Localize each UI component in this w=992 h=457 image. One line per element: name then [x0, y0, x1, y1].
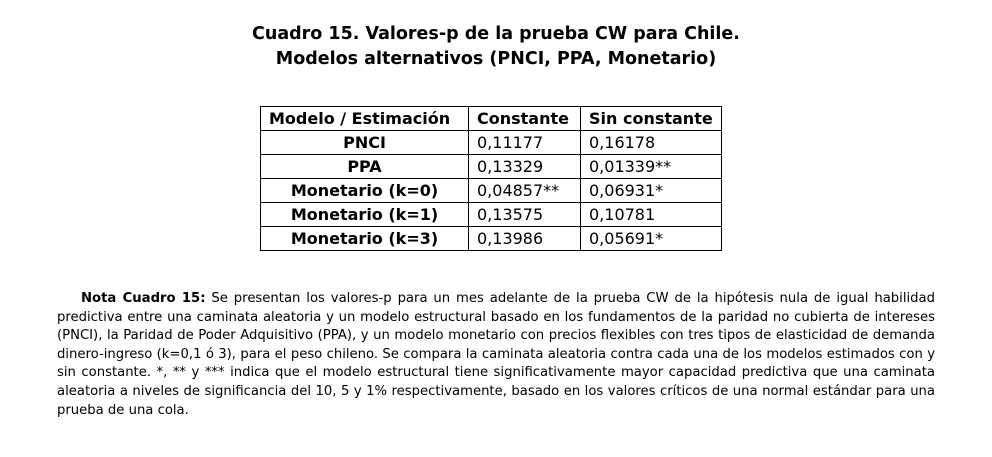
table-row	[261, 179, 722, 203]
table-title	[0, 22, 992, 72]
row-sin-constante: 0,16178	[581, 131, 722, 155]
note-label: Nota Cuadro 15:	[81, 291, 206, 306]
row-constante: 0,13575	[469, 203, 581, 227]
header-constante: Constante	[469, 107, 581, 131]
table-row	[261, 227, 722, 251]
row-model: Monetario (k=3)	[261, 227, 469, 251]
row-constante: 0,04857**	[469, 179, 581, 203]
row-model: Monetario (k=0)	[261, 179, 469, 203]
note-text: Se presentan los valores-p para un mes adelante de la prueba CW de la hipótesis nula de igual habilidad predictiva entre una caminata aleatoria y un modelo estructural basado en los fundamentos de la paridad no cubierta de intereses (PNCI), la Paridad de Poder Adquisitivo (PPA), y un modelo monetario con precios flexibles con tres tipos de elasticidad de demanda dinero-ingreso (k=0,1 ó 3), para el peso chileno. Se compara la caminata aleatoria contra cada una de los modelos estimados con y sin constante. *, ** y *** indica que el modelo estructural tiene significativamente mayor capacidad predictiva que una caminata aleatoria a niveles de significancia del 10, 5 y 1% respectivamente, basado en los valores críticos de una normal estándar para una prueba de una cola.	[57, 291, 935, 418]
row-constante: 0,13329	[469, 155, 581, 179]
row-sin-constante: 0,05691*	[581, 227, 722, 251]
header-model: Modelo / Estimación	[261, 107, 469, 131]
row-model: PNCI	[261, 131, 469, 155]
title-line-1: Cuadro 15. Valores-p de la prueba CW para Chile.	[252, 24, 740, 44]
row-sin-constante: 0,01339**	[581, 155, 722, 179]
table-row	[261, 203, 722, 227]
row-model: Monetario (k=1)	[261, 203, 469, 227]
row-constante: 0,13986	[469, 227, 581, 251]
table-header-row	[261, 107, 722, 131]
results-table	[260, 106, 722, 251]
table-row	[261, 131, 722, 155]
row-constante: 0,11177	[469, 131, 581, 155]
table-note	[57, 290, 935, 420]
row-sin-constante: 0,10781	[581, 203, 722, 227]
header-sin-constante: Sin constante	[581, 107, 722, 131]
row-sin-constante: 0,06931*	[581, 179, 722, 203]
title-line-2: Modelos alternativos (PNCI, PPA, Monetario)	[275, 49, 717, 69]
table-row	[261, 155, 722, 179]
row-model: PPA	[261, 155, 469, 179]
